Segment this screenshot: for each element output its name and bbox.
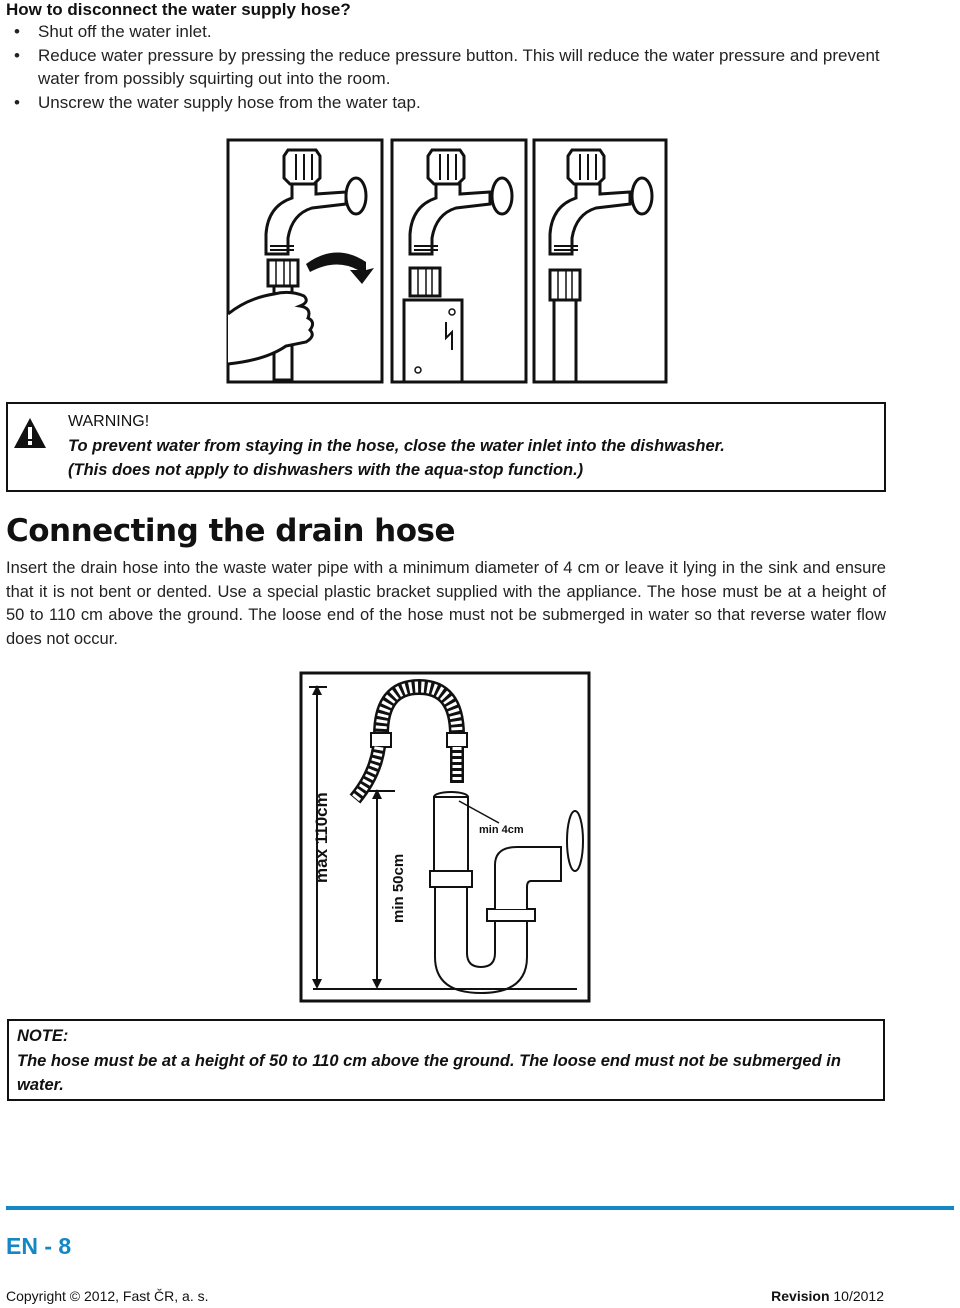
revision-label: Revision bbox=[771, 1288, 830, 1304]
footer-rule bbox=[6, 1206, 954, 1210]
disconnect-steps-list bbox=[6, 20, 896, 114]
section-heading-disconnect: How to disconnect the water supply hose? bbox=[6, 0, 351, 19]
list-item: • Unscrew the water supply hose from the water tap. bbox=[6, 91, 896, 115]
list-item: • Shut off the water inlet. bbox=[6, 20, 896, 44]
section-heading-drain: Connecting the drain hose bbox=[6, 513, 456, 549]
note-text: The hose must be at a height of 50 to 110 cm above the ground. The loose end must not be submerged in water. bbox=[17, 1052, 841, 1094]
warning-text: To prevent water from staying in the hose, close the water inlet into the dishwasher. bbox=[68, 437, 725, 455]
tap-disconnect-illustration bbox=[226, 136, 668, 386]
tap-panel-connected bbox=[534, 140, 666, 382]
revision-text bbox=[771, 1288, 884, 1304]
note-title: NOTE: bbox=[17, 1027, 69, 1045]
drain-hose-diagram bbox=[299, 671, 593, 1005]
warning-title: WARNING! bbox=[68, 413, 150, 430]
tap-panel-unscrew bbox=[228, 140, 382, 382]
min-height-label: min 50cm bbox=[390, 853, 407, 923]
copyright-text: Copyright © 2012, Fast ČR, a. s. bbox=[6, 1288, 209, 1304]
drain-paragraph: Insert the drain hose into the waste water pipe with a minimum diameter of 4 cm or leave it lying in the sink and ensure that it is not bent or dented. Use a special plastic bracket supplied with the appliance. The hose must be at a height of 50 to 110 cm above the ground. The loose end of the hose must not be submerged in water so that reverse water flow does not occur. bbox=[6, 559, 886, 648]
max-height-label: max 110cm bbox=[312, 792, 331, 883]
warning-note: (This does not apply to dishwashers with the aqua-stop function.) bbox=[68, 461, 584, 479]
warning-triangle-icon bbox=[13, 417, 47, 449]
revision-value: 10/2012 bbox=[833, 1288, 884, 1304]
list-item: • Reduce water pressure by pressing the reduce pressure button. This will reduce the water pressure and prevent water from possibly squirting out into the room. bbox=[6, 44, 896, 91]
diameter-label: min 4cm bbox=[479, 824, 524, 836]
tap-panel-aquastop bbox=[392, 140, 526, 382]
page-number: EN - 8 bbox=[6, 1233, 72, 1259]
